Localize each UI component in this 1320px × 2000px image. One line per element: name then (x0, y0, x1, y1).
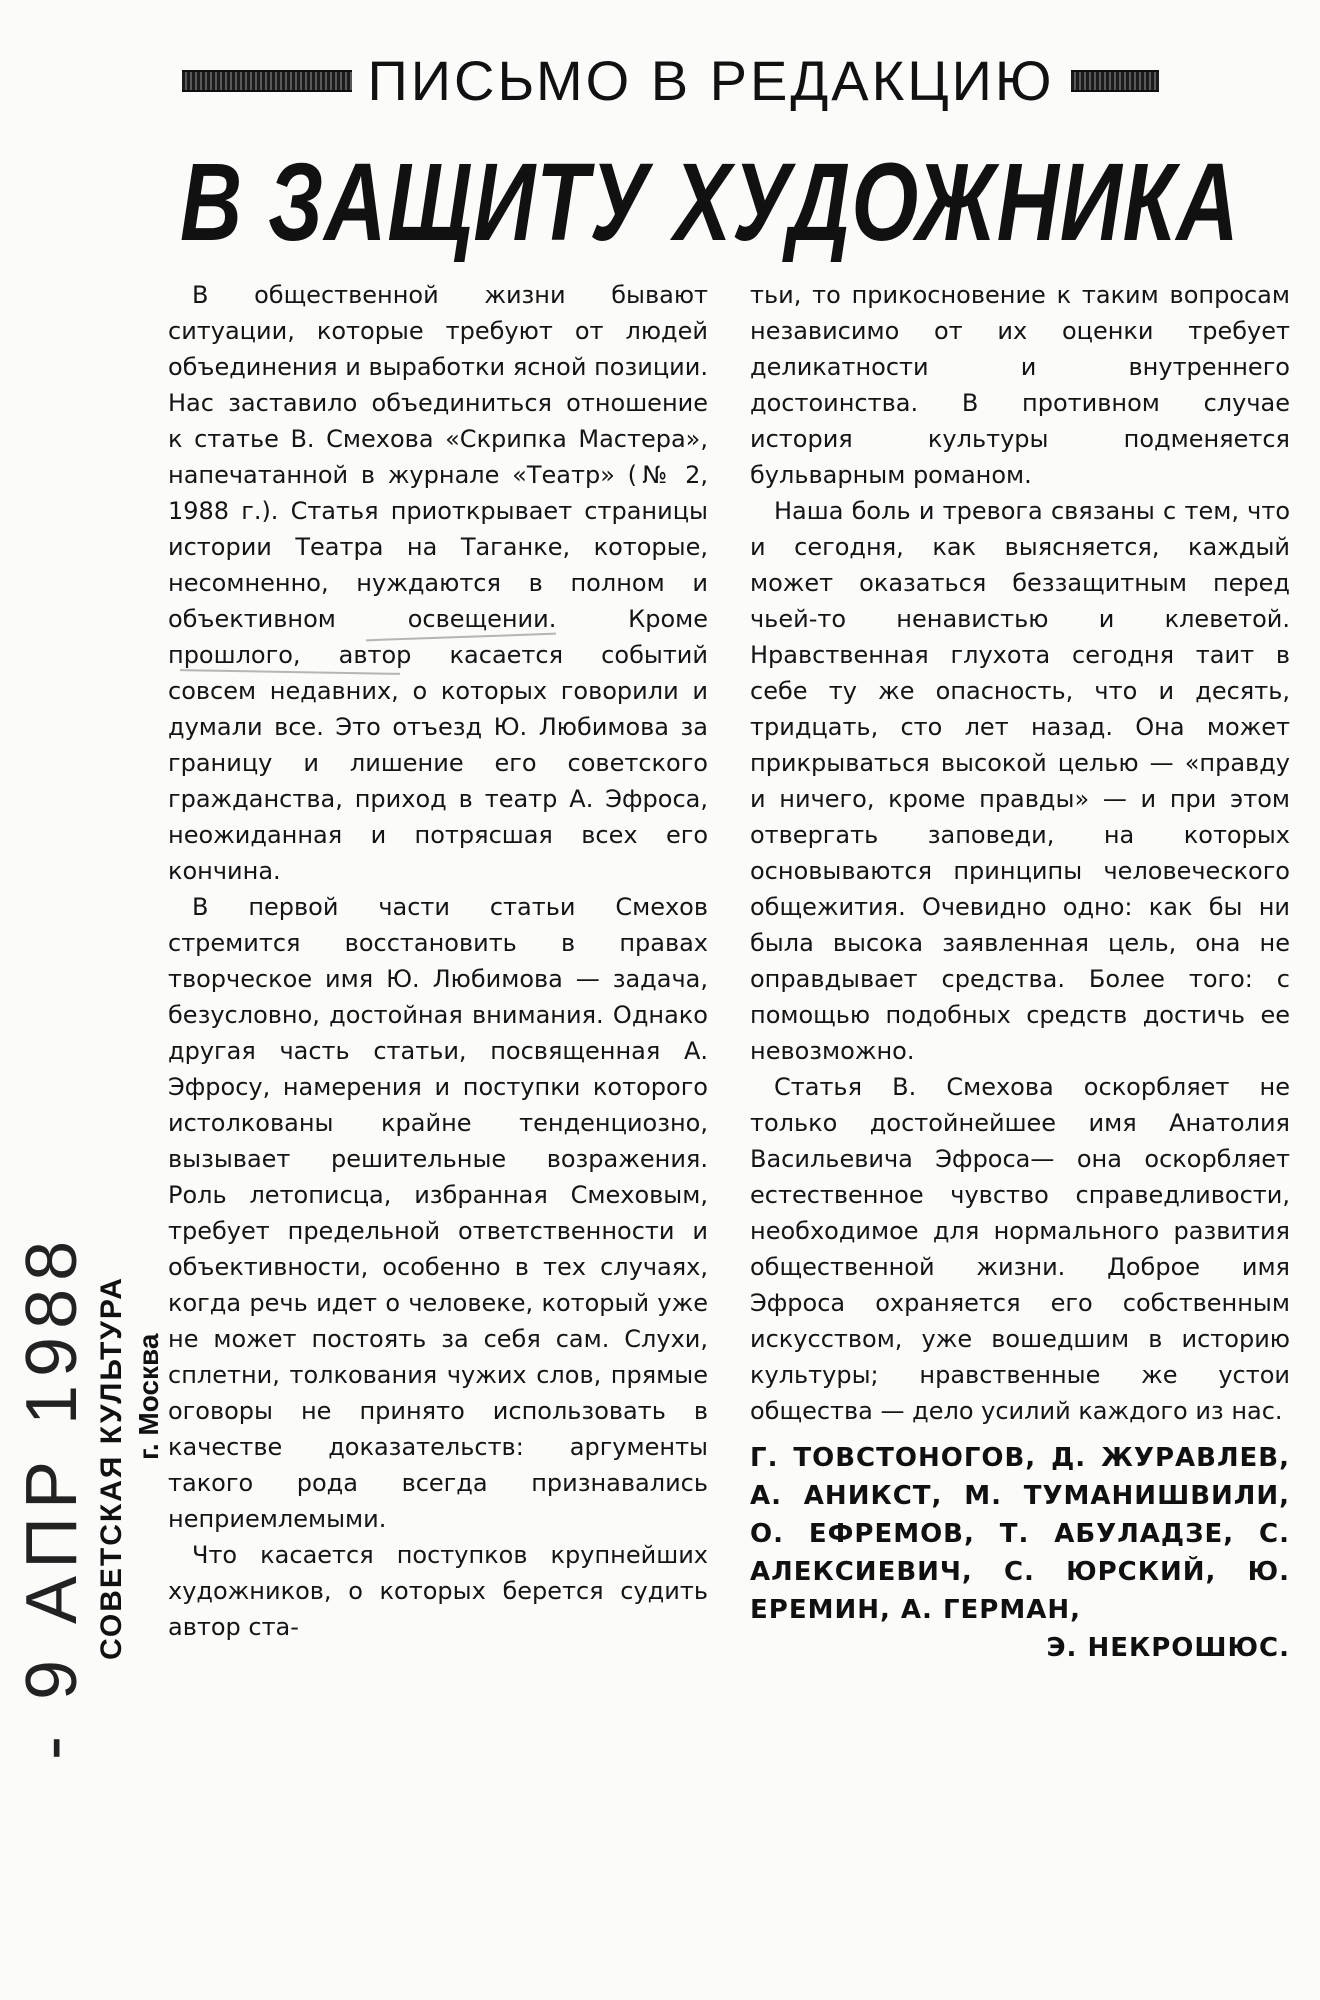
article-paragraph: Что касается поступков крупнейших художников, о которых берется судить автор ста- (168, 1541, 708, 1641)
article-paragraph: Наша боль и тревога связаны с тем, что и сегодня, как выясняется, каждый может оказаться беззащитным перед чьей-то ненавистью и клеветой. Нравственная глухота сегодня таит в себе ту же опасность, что и десять, тридцать, сто лет назад. Она может прикрываться высокой целью — «правду и ничего, кроме правды» — и при этом отвергать заповеди, на которых основываются принципы человеческого общежития. Очевидно одно: как бы ни была высока заявленная цель, она не оправдывает средства. Более того: с помощью подобных средств достичь ее невозможно. (750, 497, 1290, 1065)
signatures-block (750, 1439, 1290, 1667)
right-rubric-rule (1071, 70, 1159, 92)
article-paragraph: В первой части статьи Смехов стремится восстановить в правах творческое имя Ю. Любимова — задача, безусловно, достойная внимания. Однако другая часть статьи, посвященная А. Эфросу, намерения и поступки которого истолкованы крайне тенденциозно, вызывает решительные возражения. Роль летописца, избранная Смеховым, требует предельной ответственности и объективности, особенно в тех случаях, когда речь идет о человеке, который уже не может постоять за себя сам. Слухи, сплетни, толкования чужих слов, прямые оговоры не принято использовать в качестве доказательств: аргументы такого рода всегда признавались неприемлемыми. (168, 893, 708, 1533)
article-paragraph: тьи, то прикосновение к таким вопросам независимо от их оценки требует деликатности и внутреннего достоинства. В противном случае история культуры подменяется бульварным романом. (750, 281, 1290, 489)
left-rubric-rule (182, 70, 352, 92)
stamp-date: - 9 АПР 1988 (12, 1232, 92, 1760)
stamp-newspaper-name: СОВЕТСКАЯ КУЛЬТУРА (95, 1276, 128, 1660)
article-columns (168, 277, 1298, 1667)
rubric-header (160, 46, 1180, 116)
left-article-column (168, 277, 708, 1645)
article-paragraph: В общественной жизни бывают ситуации, которые требуют от людей объединения и выработки ясной позиции. Нас заставило объединиться отношение к статье В. Смехова «Скрипка Мастера», напечатанной в журнале «Театр» (№ 2, 1988 г.). Статья приоткрывает страницы истории Театра на Таганке, которые, несомненно, нуждаются в полном и объективном освещении. Кроме прошлого, автор касается событий совсем недавних, о которых говорили и думали все. Это отъезд Ю. Любимова за границу и лишение его советского гражданства, приход в театр А. Эфроса, неожиданная и потрясшая всех его кончина. (168, 281, 708, 885)
stamp-city: г. Москва (133, 1333, 164, 1460)
signatures-list: Г. ТОВСТОНОГОВ, Д. ЖУРАВЛЕВ, А. АНИКСТ, М. ТУМАНИШВИЛИ, О. ЕФРЕМОВ, Т. АБУЛАДЗЕ, С. АЛЕКСИЕВИЧ, С. ЮРСКИЙ, Ю. ЕРЕМИН, А. ГЕРМАН, (750, 1443, 1290, 1625)
rubric-title: ПИСЬМО В РЕДАКЦИЮ (367, 49, 1055, 112)
final-signature: Э. НЕКРОШЮС. (1046, 1633, 1290, 1663)
article-paragraph: Статья В. Смехова оскорбляет не только достойнейшее имя Анатолия Васильевича Эфроса— она оскорбляет естественное чувство справедливости, необходимое для нормального развития общественной жизни. Доброе имя Эфроса охраняется его собственным искусством, уже вошедшим в историю культуры; нравственные же устои общества — дело усилий каждого из нас. (750, 1073, 1290, 1425)
right-article-column (750, 277, 1290, 1667)
article-headline: В ЗАЩИТУ ХУДОЖНИКА (180, 141, 1240, 265)
archive-stamp (14, 1040, 164, 1760)
